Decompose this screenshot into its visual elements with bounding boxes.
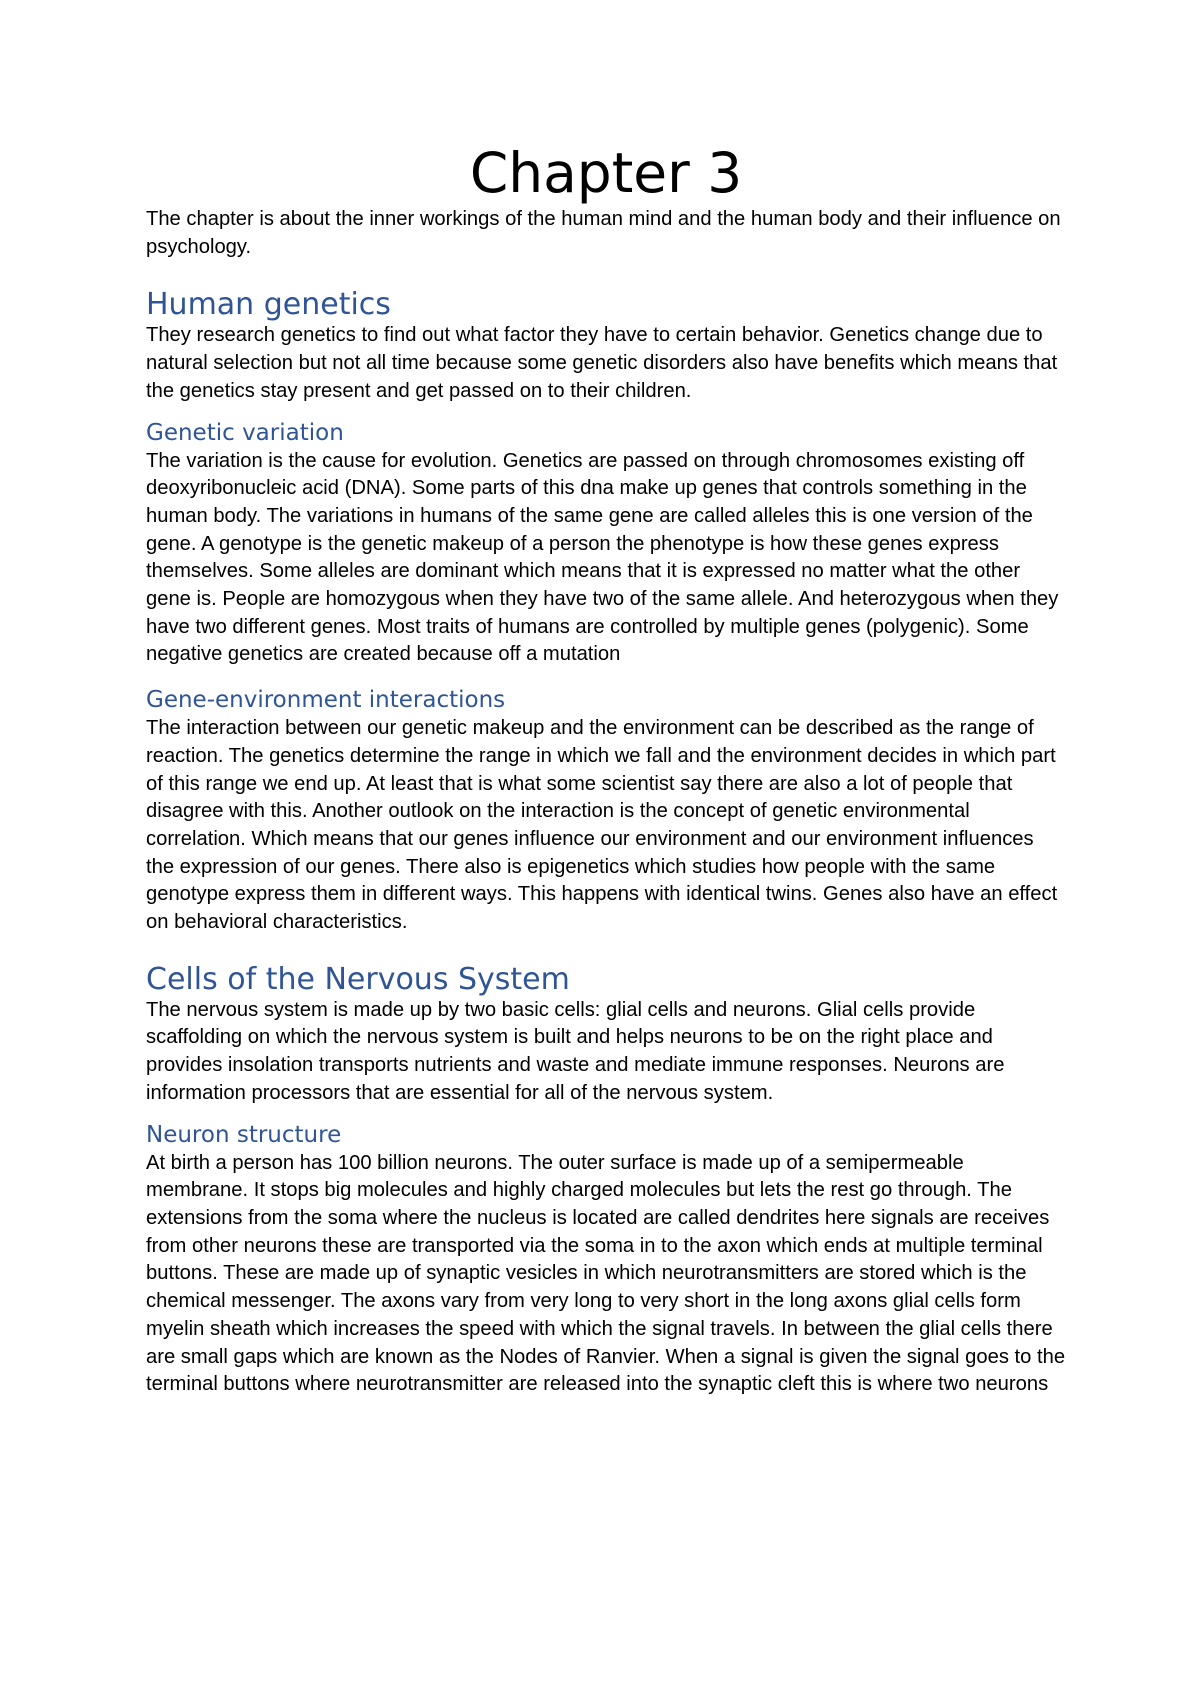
section-heading-genetic-variation: Genetic variation	[146, 419, 344, 446]
section-text-human-genetics: They research genetics to find out what factor they have to certain behavior. Genetics change due to natural selection but not all time because some genetic disorders also have benefits which means that the genetics stay present and get passed on to their children.	[146, 324, 1058, 402]
section-heading-human-genetics: Human genetics	[146, 287, 391, 323]
intro-paragraph: The chapter is about the inner workings of the human mind and the human body and their influence on psychology.	[146, 208, 1061, 258]
section-heading-cells-nervous-system: Cells of the Nervous System	[146, 961, 570, 997]
section-heading-gene-environment: Gene-environment interactions	[146, 687, 506, 714]
section-heading-neuron-structure: Neuron structure	[146, 1121, 342, 1148]
section-text-genetic-variation: The variation is the cause for evolution. Genetics are passed on through chromosomes existing off deoxyribonucleic acid (DNA). Some parts of this dna make up genes that controls something in the human body. The variations in humans of the same gene are called alleles this is one version of the gene. A genotype is the genetic makeup of a person the phenotype is how these genes express themselves. Some alleles are dominant which means that it is expressed no matter what the other gene is. People are homozygous when they have two of the same allele. And heterozygous when they have two different genes. Most traits of humans are controlled by multiple genes (polygenic). Some negative genetics are created because off a mutation	[146, 449, 1059, 666]
section-text-gene-environment: The interaction between our genetic makeup and the environment can be described as the range of reaction. The genetics determine the range in which we fall and the environment decides in which part of this range we end up. At least that is what some scientist say there are also a lot of people that disagree with this. Another outlook on the interaction is the concept of genetic environmental correlation. Which means that our genes influence our environment and our environment influences the expression of our genes. There also is epigenetics which studies how people with the same genotype express them in different ways. This happens with identical twins. Genes also have an effect on behavioral characteristics.	[146, 717, 1058, 934]
section-text-neuron-structure: At birth a person has 100 billion neurons. The outer surface is made up of a semipermeable membrane. It stops big molecules and highly charged molecules but lets the rest go through. The extensions from the soma where the nucleus is located are called dendrites here signals are receives from other neurons these are transported via the soma in to the axon which ends at multiple terminal buttons. These are made up of synaptic vesicles in which neurotransmitters are stored which is the chemical messenger. The axons vary from very long to very short in the long axons glial cells form myelin sheath which increases the speed with which the signal travels. In between the glial cells there are small gaps which are known as the Nodes of Ranvier. When a signal is given the signal goes to the terminal buttons where neurotransmitter are released into the synaptic cleft this is where two neurons	[146, 1151, 1066, 1396]
page-title: Chapter 3	[469, 141, 743, 205]
document-content	[146, 140, 1066, 1399]
section-text-cells-nervous-system: The nervous system is made up by two basic cells: glial cells and neurons. Glial cells provide scaffolding on which the nervous system is built and helps neurons to be on the right place and provides insolation transports nutrients and waste and mediate immune responses. Neurons are information processors that are essential for all of the nervous system.	[146, 998, 1005, 1104]
